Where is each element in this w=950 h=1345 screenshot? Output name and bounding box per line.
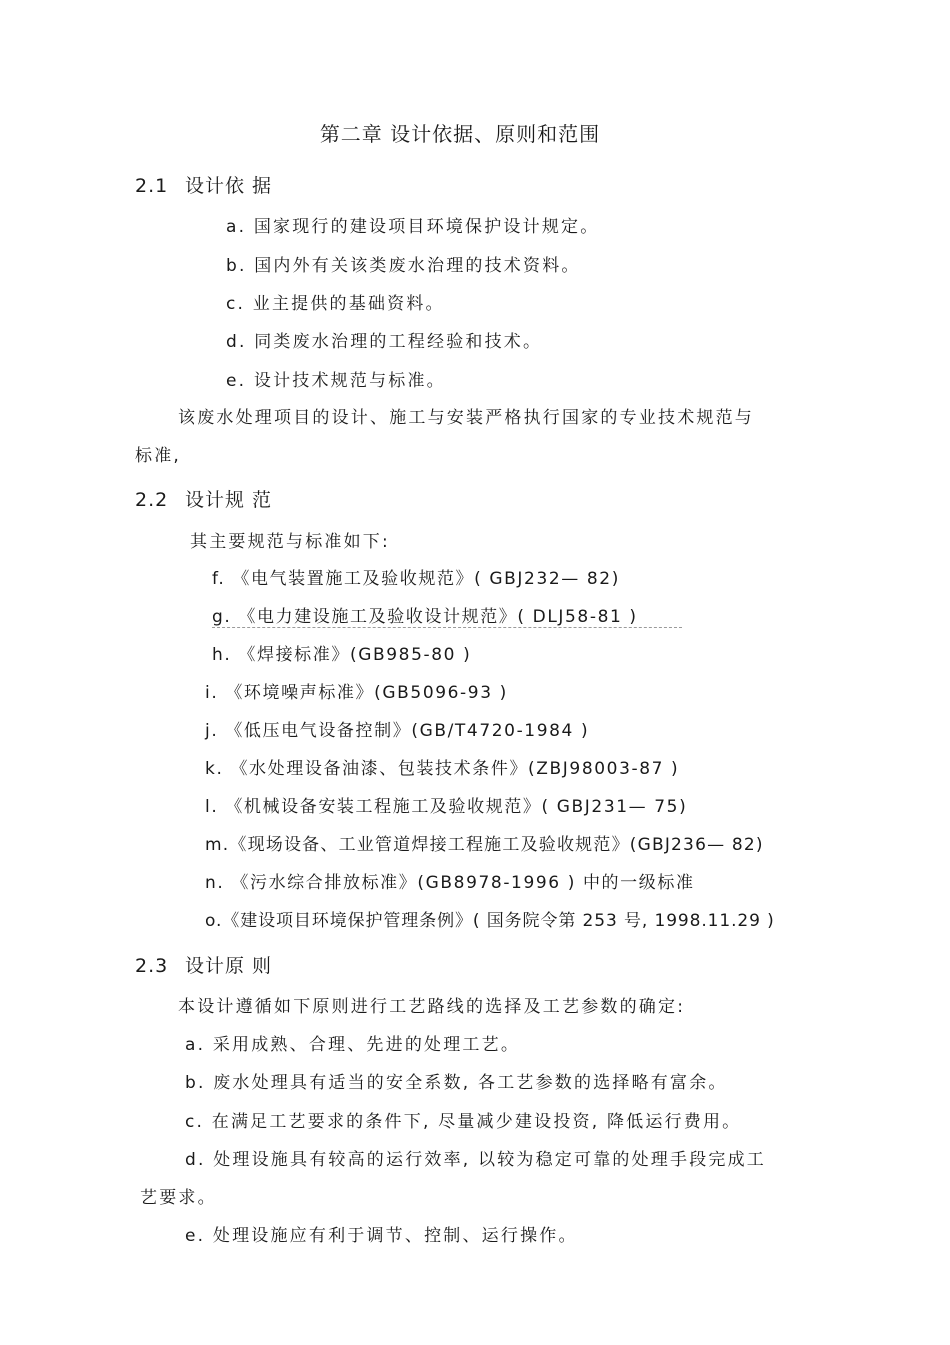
section-title: 设计依 据 (185, 175, 273, 197)
standard-item-f: f. 《电气装置施工及验收规范》( GBJ232— 82) (212, 569, 620, 589)
standard-item-o: o.《建设项目环境保护管理条例》( 国务院令第 253 号, 1998.11.29 ) (205, 911, 775, 931)
principle-item-d: d. 处理设施具有较高的运行效率, 以较为稳定可靠的处理手段完成工 (185, 1150, 767, 1170)
standard-item-n: n. 《污水综合排放标准》(GB8978-1996 ) 中的一级标准 (205, 873, 695, 893)
standard-item-g: g. 《电力建设施工及验收设计规范》( DLJ58-81 ) (212, 607, 638, 627)
section-number: 2.1 (135, 175, 169, 197)
basis-item-d: d. 同类废水治理的工程经验和技术。 (226, 332, 543, 352)
section-title: 设计原 则 (185, 955, 273, 977)
basis-item-b: b. 国内外有关该类废水治理的技术资料。 (226, 256, 581, 276)
standard-item-k: k. 《水处理设备油漆、包装技术条件》(ZBJ98003-87 ) (205, 759, 680, 779)
basis-item-e: e. 设计技术规范与标准。 (226, 371, 446, 391)
section-number: 2.3 (135, 955, 169, 977)
standard-item-l: l. 《机械设备安装工程施工及验收规范》( GBJ231— 75) (205, 797, 688, 817)
basis-item-c: c. 业主提供的基础资料。 (226, 294, 445, 314)
basis-paragraph-line-1: 该废水处理项目的设计、施工与安装严格执行国家的专业技术规范与 (178, 408, 754, 428)
section-2-1-heading (135, 172, 272, 200)
principle-item-c: c. 在满足工艺要求的条件下, 尽量减少建设投资, 降低运行费用。 (185, 1112, 742, 1132)
principle-item-b: b. 废水处理具有适当的安全系数, 各工艺参数的选择略有富余。 (185, 1073, 728, 1093)
standard-item-i: i. 《环境噪声标准》(GB5096-93 ) (205, 683, 508, 703)
principle-item-a: a. 采用成熟、合理、先进的处理工艺。 (185, 1035, 521, 1055)
basis-item-a: a. 国家现行的建设项目环境保护设计规定。 (226, 217, 600, 237)
section-title: 设计规 范 (185, 489, 273, 511)
standards-intro: 其主要规范与标准如下: (190, 532, 390, 552)
standard-item-j: j. 《低压电气设备控制》(GB/T4720-1984 ) (205, 721, 590, 741)
standard-item-m: m.《现场设备、工业管道焊接工程施工及验收规范》(GBJ236— 82) (205, 835, 764, 855)
section-number: 2.2 (135, 489, 169, 511)
dashed-underline (212, 627, 682, 628)
section-2-2-heading (135, 486, 272, 514)
chapter-title: 第二章 设计依据、原则和范围 (319, 122, 601, 146)
standard-item-h: h. 《焊接标准》(GB985-80 ) (212, 645, 472, 665)
principles-intro: 本设计遵循如下原则进行工艺路线的选择及工艺参数的确定: (178, 997, 686, 1017)
section-2-3-heading (135, 952, 272, 980)
principle-item-e: e. 处理设施应有利于调节、控制、运行操作。 (185, 1226, 578, 1246)
basis-paragraph-line-2: 标准, (135, 446, 182, 466)
principle-item-d-continued: 艺要求。 (140, 1188, 217, 1208)
